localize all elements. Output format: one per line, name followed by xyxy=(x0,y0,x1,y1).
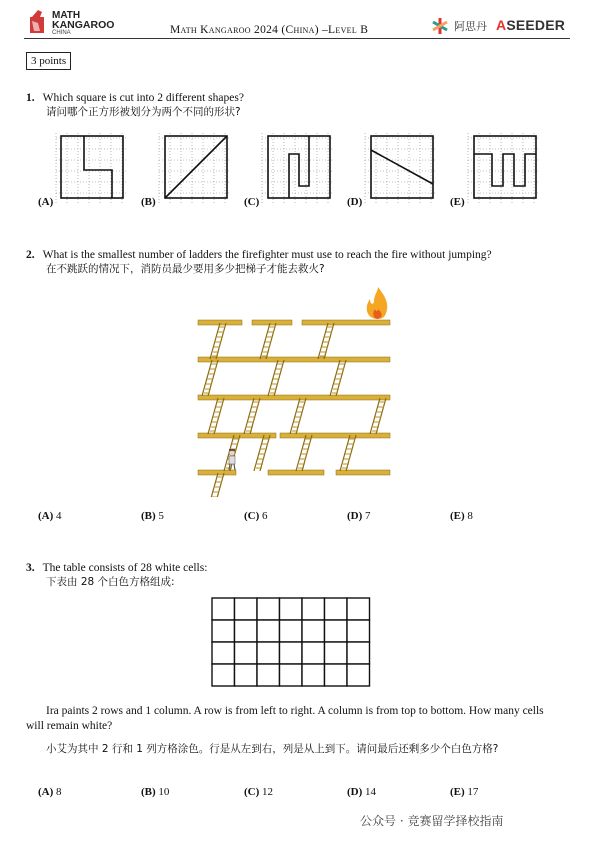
table-cell xyxy=(302,598,325,620)
q3-option-a[interactable]: (A) 8 xyxy=(38,786,62,798)
table-cell xyxy=(280,598,303,620)
table-cell xyxy=(235,598,258,620)
table-cell xyxy=(325,598,348,620)
table-cell xyxy=(235,664,258,686)
table-cell xyxy=(212,598,235,620)
q1-option-e[interactable]: (E) xyxy=(450,196,465,208)
question-3-en: 3. The table consists of 28 white cells: xyxy=(26,562,208,574)
aseeder-cn: 阿思丹 xyxy=(454,20,487,33)
q1-option-b[interactable]: (B) xyxy=(141,196,156,208)
question-3-body-cn: 小艾为其中 2 行和 1 列方格涂色。行是从左到右，列是从上到下。请问最后还剩多少个白色方格? xyxy=(46,743,499,755)
table-cell xyxy=(235,620,258,642)
table-cell xyxy=(325,664,348,686)
table-cell xyxy=(280,620,303,642)
table-cell xyxy=(257,642,280,664)
header-rule xyxy=(24,38,570,39)
table-cell xyxy=(325,642,348,664)
q1-option-d[interactable]: (D) xyxy=(347,196,363,208)
question-3-cn: 下表由 28 个白色方格组成: xyxy=(46,576,175,588)
table-cell xyxy=(347,664,370,686)
table-cell xyxy=(302,620,325,642)
q2-option-c[interactable]: (C) 6 xyxy=(244,510,268,522)
logo-china: CHINA xyxy=(52,30,71,36)
table-cell xyxy=(347,598,370,620)
question-1-en: 1. Which square is cut into 2 different shapes? xyxy=(26,92,244,104)
question-1-cn: 请问哪个正方形被划分为两个不同的形状? xyxy=(46,106,241,118)
table-cell xyxy=(302,642,325,664)
page-title: Math Kangaroo 2024 (China) –Level B xyxy=(170,24,369,36)
question-1-figures xyxy=(28,128,558,214)
question-2-en: 2. What is the smallest number of ladders the firefighter must use to reach the fire without jumping? xyxy=(26,249,492,261)
q2-option-e[interactable]: (E) 8 xyxy=(450,510,473,522)
aseeder-star-icon xyxy=(430,16,450,36)
table-cell xyxy=(212,642,235,664)
table-cell xyxy=(257,620,280,642)
table-cell xyxy=(347,620,370,642)
q2-option-d[interactable]: (D) 7 xyxy=(347,510,371,522)
table-cell xyxy=(257,598,280,620)
figure-b xyxy=(159,133,231,203)
q2-option-b[interactable]: (B) 5 xyxy=(141,510,164,522)
aseeder-logo xyxy=(430,16,570,36)
kangaroo-icon xyxy=(28,9,50,35)
fire-icon xyxy=(367,287,388,319)
figure-e xyxy=(468,133,540,203)
q3-option-b[interactable]: (B) 10 xyxy=(141,786,170,798)
question-3-body-en: Ira paints 2 rows and 1 column. A row is from left to right. A column is from top to bottom. How many cells will remain white? xyxy=(26,705,544,732)
figure-d xyxy=(365,133,437,203)
footer-watermark: 公众号 · 竞赛留学择校指南 xyxy=(360,814,504,828)
firefighter-ladders-figure xyxy=(190,285,400,497)
q3-option-d[interactable]: (D) 14 xyxy=(347,786,377,798)
table-cell xyxy=(325,620,348,642)
question-2-cn: 在不跳跃的情况下，消防员最少要用多少把梯子才能去救火? xyxy=(46,263,325,275)
figure-c xyxy=(262,133,334,203)
table-cell xyxy=(235,642,258,664)
table-cell xyxy=(302,664,325,686)
white-cells-table xyxy=(210,596,372,688)
q1-option-c[interactable]: (C) xyxy=(244,196,260,208)
table-cell xyxy=(212,620,235,642)
table-cell xyxy=(280,642,303,664)
q1-option-a[interactable]: (A) xyxy=(38,196,54,208)
q2-option-a[interactable]: (A) 4 xyxy=(38,510,62,522)
logo-kangaroo: KANGAROO xyxy=(52,19,115,31)
figure-a xyxy=(56,133,128,203)
table-cell xyxy=(280,664,303,686)
points-label: 3 points xyxy=(26,52,71,70)
table-cell xyxy=(212,664,235,686)
logo-math: MATH xyxy=(52,10,81,21)
q3-option-e[interactable]: (E) 17 xyxy=(450,786,479,798)
table-cell xyxy=(347,642,370,664)
table-cell xyxy=(257,664,280,686)
math-kangaroo-logo xyxy=(28,9,128,37)
aseeder-en: ASEEDER xyxy=(496,17,566,33)
firefighter-icon xyxy=(229,449,235,470)
q3-option-c[interactable]: (C) 12 xyxy=(244,786,274,798)
